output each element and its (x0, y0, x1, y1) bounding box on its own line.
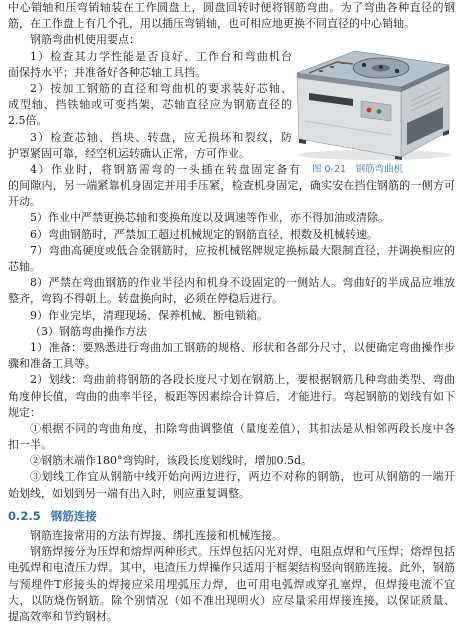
section-paragraph-1: 钢筋连接常用的方法有焊接、绑扎连接和机械连接。 (30, 529, 283, 542)
method-rule-1-line-1: ①根据不同的弯曲角度，扣除弯曲调整值（量度差值），其扣法是从相邻两段长度中各 (30, 421, 455, 435)
figure-rebar-bending-machine (291, 31, 455, 161)
usage-item-3-line-1: 3）检查芯轴、挡块、转盘，应无损坏和裂纹，防 (30, 130, 292, 144)
usage-item-4-line-3: 开动。 (8, 195, 41, 209)
usage-item-2-line-1: 2）按加工钢筋的直径和弯曲机的要求装好芯轴、 (30, 81, 292, 95)
usage-item-2-line-2: 成型轴、挡铁轴或可变挡架，芯轴直径应为钢筋直径的 (8, 98, 292, 112)
method-step-2-line-3: 规定： (8, 405, 41, 419)
rebar-bending-machine-image (291, 31, 455, 161)
usage-item-2-line-3: 2.5倍。 (8, 114, 48, 128)
usage-item-1-line-2: 面保持水平；并准备好各种芯轴工具挡。 (8, 65, 206, 79)
usage-title: 钢筋弯曲机使用要点： (30, 33, 140, 47)
stop-button-icon (367, 108, 372, 113)
bending-pin (362, 63, 366, 67)
usage-item-7-line-2: 芯轴。 (8, 260, 41, 273)
section-number: 0.2.5 (8, 508, 41, 523)
usage-item-7-line-1: 7）弯曲高硬度或低合金钢筋时，应按机械铭牌规定换标最大限制直径，并调换相应的 (30, 243, 455, 257)
usage-item-6: 6）弯曲钢筋时，严禁加工超过机械规定的钢筋直径、根数及机械转速。 (30, 227, 378, 241)
usage-item-8-line-1: 8）严禁在弯曲钢筋的作业半径内和机身不设固定的一侧站人。弯曲好的半成品应堆放 (30, 276, 455, 290)
section-heading (8, 508, 455, 524)
intro-line-2: 筋，在工作盘上有几个孔，用以插压弯销轴，也可相应地更换不同直径的中心销轴。 (8, 17, 415, 31)
usage-item-9: 9）作业完毕，清理现场、保养机械、断电锁箱。 (30, 308, 268, 322)
method-step-1-line-1: 1）准备：要熟悉进行弯曲加工钢筋的规格、形状和各部分尺寸，以便确定弯曲操作步 (30, 340, 455, 354)
center-pin (379, 65, 383, 69)
method-title: （3）钢筋弯曲操作方法 (30, 324, 147, 338)
method-step-2-line-2: 角度伸长值，弯曲的曲率半径，板距等因素综合计算后，才能进行。弯起钢筋的划线有如下 (8, 389, 455, 403)
method-step-1-line-2: 骤和准备工具等。 (8, 357, 96, 371)
bending-pin (395, 69, 399, 73)
usage-item-5: 5）作业中严禁更换芯轴和变换角度以及调速等作业，亦不得加油或清除。 (30, 211, 389, 225)
start-button-icon (377, 109, 382, 114)
section-paragraph-2-line-2: 电弧焊和电渣压力焊。其中，电渣压力焊操作只适用于框架结构竖向钢筋连接。此外，钢筋 (8, 561, 455, 575)
intro-line-1: 中心销轴和压弯销轴装在工作圆盘上，圆盘回转时便将钢筋弯曲。为了弯曲各种直径的钢 (8, 1, 455, 14)
method-rule-2: ②钢筋末端作180°弯钩时，该段长度划线时，增加0.5d。 (30, 454, 313, 468)
usage-item-4-line-1: 4）作业时，将钢筋需弯的一头插在转盘固定备有 (30, 162, 300, 176)
table-hole (319, 70, 323, 72)
usage-item-8-line-2: 整齐，弯钩不得朝上。转盘换向时，必须在停稳后进行。 (8, 292, 283, 306)
figure-caption: 图 0-21 钢筋弯曲机 (312, 164, 404, 175)
method-rule-3-line-1: ③划线工作宜从钢筋中线开始向两边进行，两边不对称的钢筋，也可从钢筋的一端开 (30, 470, 455, 484)
section-paragraph-2-line-3: 与预埋件T形接头的焊接应采用埋弧压力焊，也可用电弧焊或穿孔塞焊，但焊接电流不宜 (8, 577, 455, 591)
section-paragraph-2-line-1: 钢筋焊接分为压焊和熔焊两种形式。压焊包括闪光对焊、电阻点焊和气压焊；熔焊包括 (30, 545, 455, 559)
usage-item-3-line-2: 护罩紧固可靠，经空机运转确认正常，方可作业。 (8, 146, 250, 160)
usage-item-1-line-1: 1）检查其力学性能是否良好、工作台和弯曲机台 (30, 49, 292, 63)
usage-item-4-line-2: 的间隙内，另一端紧靠机身固定并用手压紧，检查机身固定，确实安在挡住钢筋的一侧方可 (8, 179, 455, 193)
section-title: 钢筋连接 (50, 508, 97, 523)
method-rule-3-line-2: 始划线，如划到另一端有出入时，则应重复调整。 (8, 486, 250, 500)
method-rule-1-line-2: 扣一半。 (8, 438, 52, 452)
section-paragraph-2-line-5: 提高效率和节约钢材。 (8, 609, 118, 623)
table-hole (330, 66, 334, 68)
method-step-2-line-1: 2）划线：弯曲前将钢筋的各段长度尺寸划在钢筋上，要根据钢筋几种弯曲类型、弯曲 (30, 373, 455, 387)
section-paragraph-2-line-4: 大，以防烧伤钢筋。除个别情况（如不准出现明火）应尽量采用焊接连接，以保证质量、 (8, 593, 455, 607)
